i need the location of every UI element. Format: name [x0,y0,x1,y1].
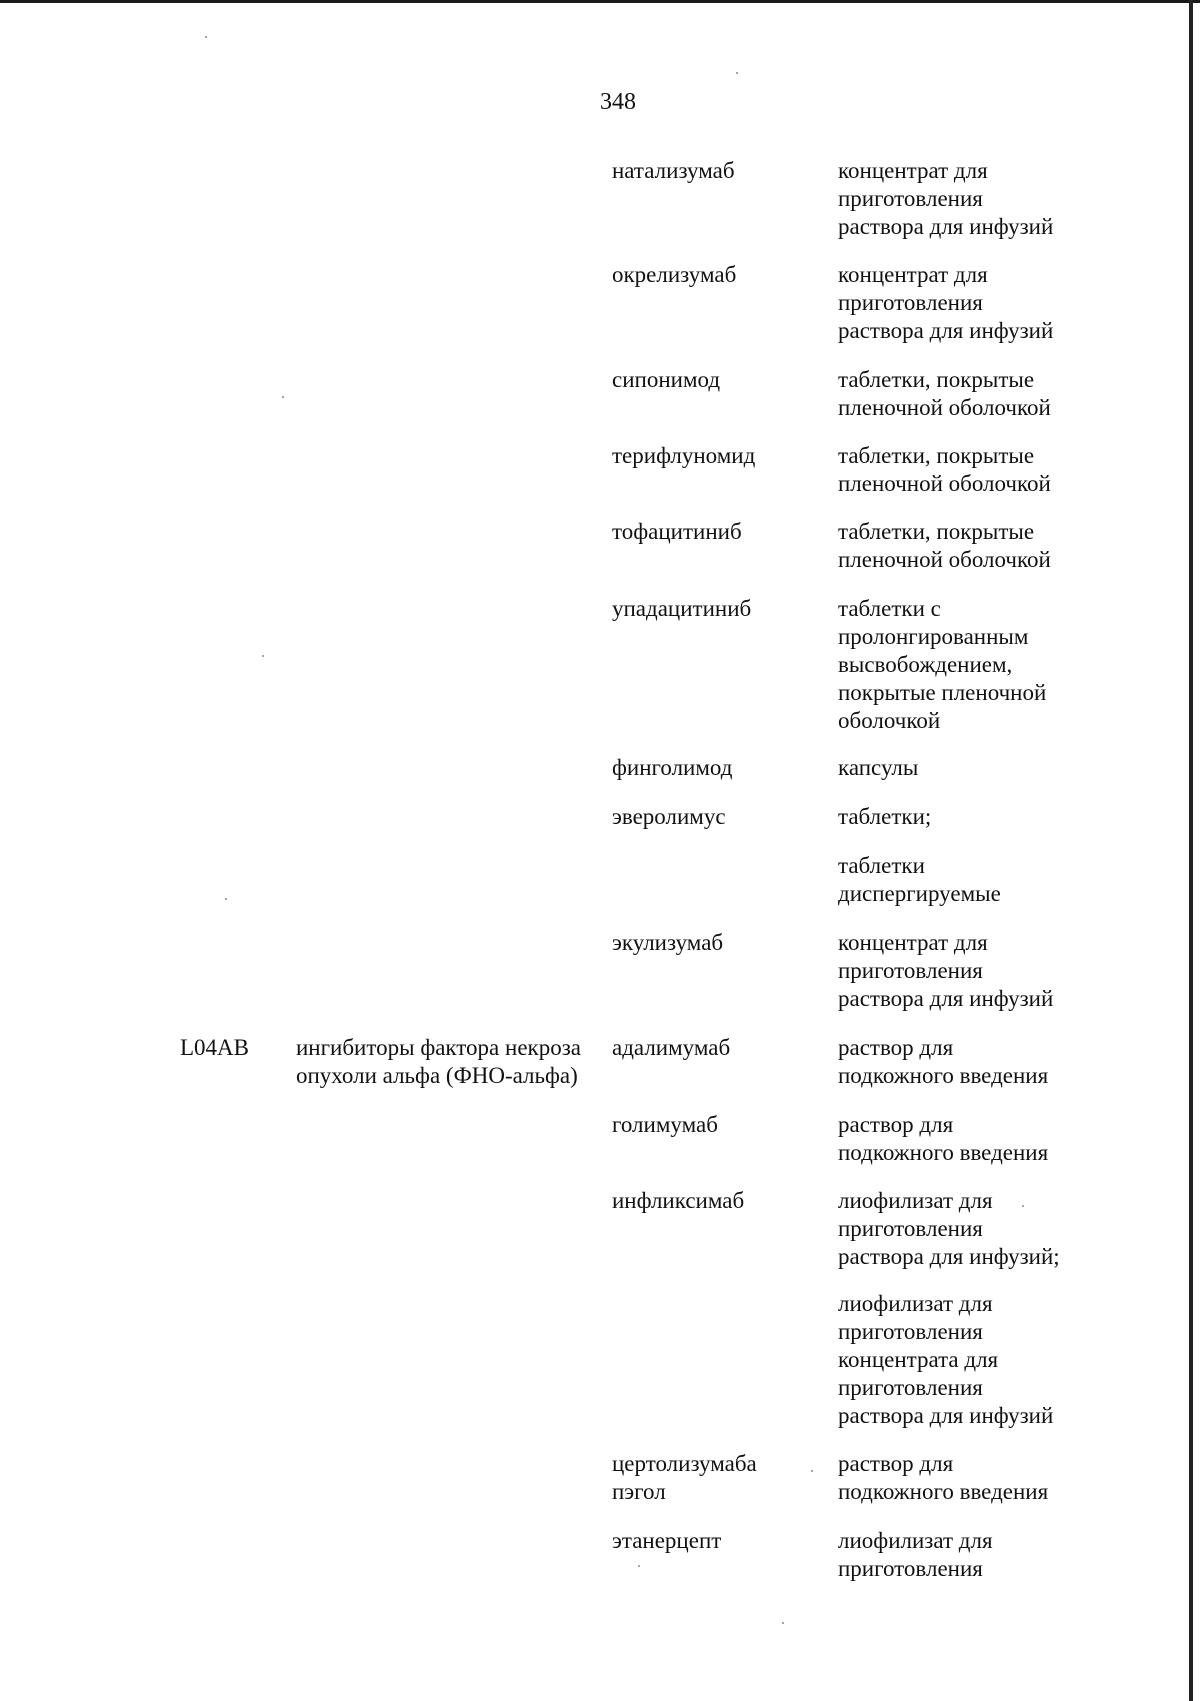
dosage-form-cell: таблетки, покрытые пленочной оболочкой [838,443,1051,496]
dosage-form-cell: концентрат для приготовления раствора для инфузий [838,262,1054,343]
dosage-form-cell: таблетки с пролонгированным высвобождением, покрытые пленочной оболочкой [838,596,1047,733]
dosage-form-cell: таблетки, покрытые пленочной оболочкой [838,367,1051,420]
atc-code-cell: L04AB [180,1035,249,1060]
dosage-form-cell: концентрат для приготовления раствора для инфузий [838,158,1054,239]
drug-name-cell: тофацитиниб [612,519,742,544]
drug-name-cell: этанерцепт [612,1528,722,1553]
dosage-form-cell: концентрат для приготовления раствора для инфузий [838,930,1054,1011]
drug-name-cell: цертолизумаба пэгол [612,1451,757,1504]
page-number: 348 [600,89,636,115]
scan-speck [736,72,738,74]
dosage-form-cell: лиофилизат для приготовления концентрата для приготовления раствора для инфузий [838,1291,1054,1428]
dosage-form-cell: раствор для подкожного введения [838,1451,1049,1504]
drug-name-cell: терифлуномид [612,443,756,468]
scan-top-border [0,0,1200,3]
drug-name-cell: экулизумаб [612,930,724,955]
scan-speck [262,655,264,657]
scan-speck [282,396,284,398]
dosage-form-cell: капсулы [838,755,919,780]
pharmacological-group-cell: ингибиторы фактора некроза опухоли альфа (ФНО-альфа) [296,1035,581,1088]
drug-name-cell: финголимод [612,755,733,780]
scan-speck [225,898,227,900]
drug-name-cell: инфликсимаб [612,1188,745,1213]
dosage-form-cell: таблетки; [838,804,932,829]
scan-right-border [1189,0,1193,1701]
dosage-form-cell: лиофилизат для приготовления раствора для инфузий; [838,1188,1060,1269]
scan-speck [205,36,207,38]
dosage-form-cell: таблетки диспергируемые [838,853,1001,906]
dosage-form-cell: раствор для подкожного введения [838,1035,1049,1088]
drug-name-cell: эверолимус [612,804,726,829]
drug-name-cell: адалимумаб [612,1035,731,1060]
scan-speck [638,1565,640,1567]
dosage-form-cell: лиофилизат для приготовления [838,1528,993,1581]
dosage-form-cell: раствор для подкожного введения [838,1112,1049,1165]
drug-name-cell: окрелизумаб [612,262,737,287]
drug-name-cell: упадацитиниб [612,596,752,621]
drug-name-cell: натализумаб [612,158,735,183]
scan-speck [782,1622,784,1624]
drug-name-cell: сипонимод [612,367,721,392]
dosage-form-cell: таблетки, покрытые пленочной оболочкой [838,519,1051,572]
drug-name-cell: голимумаб [612,1112,718,1137]
